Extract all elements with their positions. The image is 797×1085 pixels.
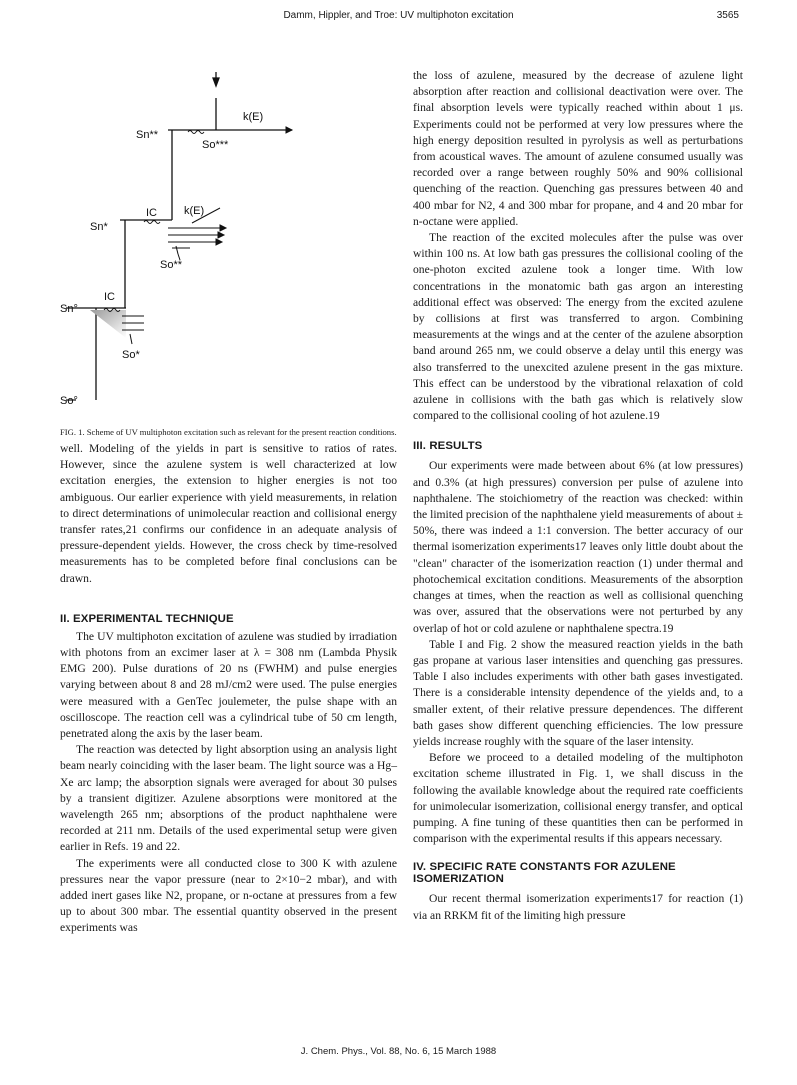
left-paragraph-3: The reaction was detected by light absorption using an analysis light beam nearly coinciding with the laser beam. The light source was a Hg–Xe arc lamp; the absorption signals were averaged for about 30 pulses by a transient digitizer. Azulene absorptions were monitored at the wavelength 265 nm; absorptions of the product naphthalene were recorded at 211 nm. Details of the used experimental setup were given earlier in Refs. 19 and 22. [60, 743, 397, 854]
figure-caption: FIG. 1. Scheme of UV multiphoton excitation such as relevant for the present reaction conditions. [60, 427, 397, 437]
right-paragraph-4: Table I and Fig. 2 show the measured reaction yields in the bath gas propane at various laser intensities and quenching gas pressures. Table I also includes experiments with other bath gases investigated. There is a considerable intensity dependence of the yields and, to a smaller extent, of their relative pressure dependences. The different bath gases show different quenching efficiencies. The low pressure yields increase roughly with the square of the laser intensity. [413, 637, 743, 748]
figure-1 [60, 68, 397, 437]
label-s0-top: So*** [202, 139, 229, 151]
right-paragraph-5: Before we proceed to a detailed modeling of the multiphoton excitation scheme illustrated in Fig. 1, we shall discuss in the following the available knowledge about the required rate coefficients for unimolecular isomerization, collisional energy transfer, and optical pumping. A fine tuning of these quantities then can be performed in comparison with the experimental results if this appears necessary. [413, 751, 743, 846]
vibrational-ladders [122, 228, 192, 344]
left-paragraph-2: The UV multiphoton excitation of azulene was studied by irradiation with photons from an excimer laser at λ = 308 nm (Lambda Physik EMG 200). Pulse durations of 20 ns (FWHM) and pulse energies varying between about 8 and 28 mJ/cm2 were used. The pulse energies were measured with a GenTec joulemeter, the pulse shape with an oscilloscope. The reaction cell was a cylindrical tube of 50 cm length, penetrated along the axis by the laser beam. [60, 629, 397, 741]
photon-arrows [96, 72, 219, 400]
label-k-top: k(E) [243, 111, 264, 123]
label-ic-mid: IC [146, 207, 157, 219]
label-sn-mid: Sn* [90, 221, 108, 233]
right-paragraph-1: the loss of azulene, measured by the decrease of azulene light absorption after reaction and collisional deactivation were over. The final absorption levels were typically reached within about 1 μs. Experiments could not be performed at very low pressures where the high energy deposition resulted in pyrolysis as well as perturbations from acoustical waves. The amount of azulene consumed usually was recorded over a range between roughly 50% and 90% collisional quenching of the reaction. Quenching gas pressures between 40 and 400 mbar for N2, 4 and 300 mbar for propane, and 4 and 20 mbar for n-octane were applied. [413, 69, 743, 228]
left-paragraph-4: The experiments were all conducted close to 300 K with azulene pressures near the vapor pressure (near to 2×10−2 mbar), and with added inert gases like N2, propane, or n-octane at pressures from a few up to about 300 mbar. The essential quantity observed in the present experiments was [60, 856, 397, 935]
section-heading-results: III. RESULTS [413, 440, 483, 453]
label-s0-mid: So** [160, 259, 183, 271]
label-sn-low: Sn° [60, 303, 78, 315]
right-column [413, 68, 743, 924]
page-number: 3565 [716, 10, 739, 21]
right-paragraph-3: Our experiments were made between about 6% (at low pressures) and 0.3% (at high pressures) conversion per pulse of azulene into naphthalene. The stoichiometry of the reaction was checked: within the limited precision of the naphthalene yield measurements of about ± 50%, there was indeed a 1:1 conversion. The better accuracy of our thermal isomerization experiments17 leaves only little doubt about the "clean" character of the isomerization reaction (1) under thermal and photochemical excitation conditions. Measurements of the absorption changes at times, when the reaction as well as collisional quenching was over, assured that the observations were not perturbed by any overlap of hot or cold azulene or naphthalene spectra.19 [413, 459, 743, 635]
journal-footer: J. Chem. Phys., Vol. 88, No. 6, 15 March 1988 [300, 1046, 497, 1057]
running-header [0, 8, 797, 26]
label-s0-low: So* [122, 349, 140, 361]
section-heading-experimental: II. EXPERIMENTAL TECHNIQUE [60, 612, 234, 625]
left-paragraph-1: well. Modeling of the yields in part is sensitive to ratios of rates. However, since the azulene system is well characterized at low excitation energies, the extension to higher energies is not too ambiguous. Our earlier experience with yield measurements, in relation to direct determinations of unimolecular reaction and collisional energy transfer rates,21 confirms our confidence in an adequate analysis of pressure-dependent yields. However, the cross check by time-resolved measurements has to be completed before final conclusions can be drawn. [60, 442, 397, 585]
right-paragraph-2: The reaction of the excited molecules after the pulse was over within 100 ns. At low bath gas pressures the collisional cooling of the one-photon excited azulene took a longer time. With low concentrations in the monatomic bath gas argon an interesting additional effect was observed: The energy from the excited azulene by collisions at first was transferred to argon. Combining measurements at the wings and at the center of the azulene absorption band around 265 nm, we could observe a delay until this energy was also transferred to the unexcited azulene present in the gas mixture. This effect can be understood by the vibrational relaxation of cold azulene in collisions with the bath gas which is relatively slow compared to the collisional cooling of hot azulene.19 [413, 231, 743, 423]
section-heading-rate-constants: IV. SPECIFIC RATE CONSTANTS FOR AZULENE ISOMERIZATION [413, 861, 676, 886]
ic-wavy-arrows [104, 131, 204, 312]
right-paragraph-6: Our recent thermal isomerization experiments17 for reaction (1) via an RRKM fit of the limiting high pressure [413, 892, 743, 922]
energy-level-diagram [60, 68, 397, 413]
running-title: Damm, Hippler, and Troe: UV multiphoton excitation [283, 10, 514, 21]
level-labels [60, 111, 263, 407]
label-ic-low: IC [104, 291, 115, 303]
label-s0-ground: So° [60, 395, 78, 407]
label-k-mid: k(E) [184, 205, 205, 217]
left-column [60, 68, 397, 937]
label-sn-top: Sn** [136, 129, 159, 141]
